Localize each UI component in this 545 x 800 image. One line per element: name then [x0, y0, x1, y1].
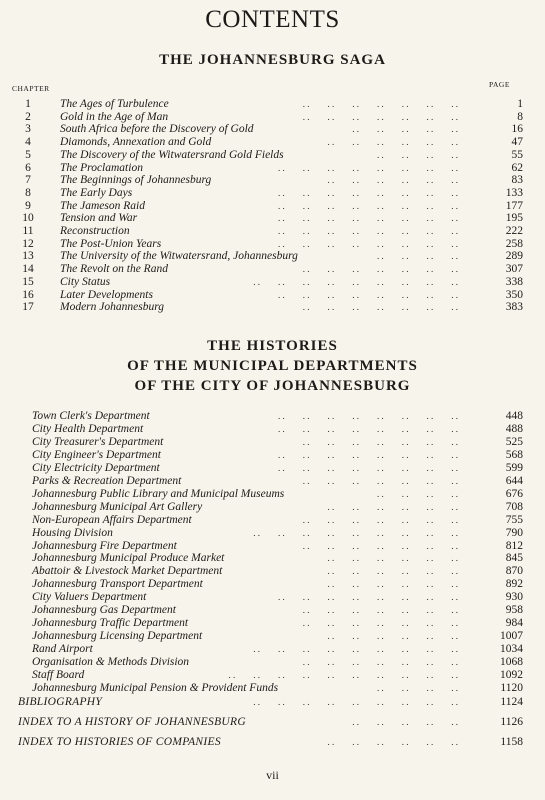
- part-title-saga: THE JOHANNESBURG SAGA: [159, 52, 386, 68]
- chapter-row: [0, 225, 545, 238]
- dot-leader: . . . . . . . . . . . . . . . .: [278, 200, 458, 211]
- department-row: [0, 656, 545, 669]
- department-row: [0, 617, 545, 630]
- department-row: [0, 682, 545, 695]
- dot-leader: . . . . . . . . . . . . . . . . . .: [253, 527, 458, 538]
- chapter-number: 9: [25, 199, 31, 212]
- chapter-row: [0, 289, 545, 302]
- dot-leader: . . . . . . . . . . . . . .: [302, 111, 458, 122]
- dot-leader: . . . . . . . . . . . . . .: [302, 540, 458, 551]
- chapter-row: [0, 149, 545, 162]
- page-ref: 676: [505, 487, 523, 500]
- dot-leader: . . . . . . . . . . . . . .: [302, 436, 458, 447]
- chapter-row: [0, 98, 545, 111]
- department-title: City Treasurer's Department: [32, 435, 164, 448]
- page-ref: 892: [505, 578, 523, 591]
- back-matter-row: [0, 716, 545, 729]
- dot-leader: . . . . . . . . . . . . . . . .: [278, 592, 458, 603]
- dot-leader: . . . . . . . . . . . .: [327, 553, 458, 564]
- chapter-number: 17: [22, 301, 34, 314]
- page-title: CONTENTS: [205, 6, 340, 33]
- department-title: Organisation & Methods Division: [32, 656, 190, 669]
- department-title: Johannesburg Fire Department: [32, 539, 177, 552]
- dot-leader: . . . . . . . .: [377, 251, 458, 262]
- chapter-row: [0, 238, 545, 251]
- dot-leader: . . . . . . . . . . . . . . . .: [278, 226, 458, 236]
- chapter-number: 8: [25, 186, 31, 199]
- department-title: Staff Board: [32, 669, 85, 681]
- chapter-title: The University of the Witwatersrand, Johannesburg: [60, 250, 298, 263]
- back-matter-row: [0, 696, 545, 709]
- page-ref: 1: [517, 98, 523, 110]
- department-title: Abattoir & Livestock Market Department: [32, 565, 223, 578]
- department-title: Johannesburg Traffic Department: [32, 617, 189, 630]
- chapter-row: [0, 212, 545, 225]
- page-ref: 350: [505, 288, 523, 301]
- chapter-row: [0, 301, 545, 314]
- chapter-title: Modern Johannesburg: [60, 301, 165, 314]
- dot-leader: . . . . . . . . . . . . . . . .: [278, 423, 458, 434]
- page-ref: 525: [505, 435, 523, 448]
- page-ref: 222: [505, 225, 523, 237]
- chapter-title: The Proclamation: [60, 161, 143, 174]
- page-ref: 984: [505, 617, 523, 630]
- dot-leader: . . . . . . . . . . . . . .: [302, 302, 458, 313]
- department-title: Johannesburg Municipal Art Gallery: [32, 500, 203, 513]
- chapter-row: [0, 111, 545, 124]
- page-ref: 755: [505, 513, 523, 526]
- page-ref: 845: [505, 552, 523, 565]
- page-ref: 812: [505, 539, 523, 552]
- back-matter-row: [0, 736, 545, 749]
- page-ref: 599: [505, 461, 523, 474]
- chapter-title: The Ages of Turbulence: [60, 98, 169, 110]
- chapter-row: [0, 276, 545, 289]
- page-ref: 83: [511, 174, 523, 187]
- department-title: City Health Department: [32, 422, 144, 435]
- page-ref: 289: [505, 250, 523, 263]
- page-ref: 177: [505, 199, 523, 212]
- chapter-title: Reconstruction: [60, 225, 130, 237]
- part-title-line-3: OF THE CITY OF JOHANNESBURG: [134, 378, 411, 394]
- page-ref: 448: [505, 410, 523, 422]
- chapter-title: The Revolt on the Rand: [60, 263, 168, 276]
- dot-leader: . . . . . . . .: [377, 488, 458, 499]
- dot-leader: . . . . . . . . . . . .: [327, 175, 458, 186]
- chapter-row: [0, 263, 545, 276]
- chapter-title: City Status: [60, 275, 111, 288]
- dot-leader: . . . . . . . . . .: [352, 717, 458, 727]
- dot-leader: . . . . . . . . . .: [352, 124, 458, 135]
- page-ref: 870: [505, 565, 523, 578]
- department-title: City Valuers Department: [32, 591, 147, 604]
- chapter-column-header: CHAPTER: [12, 84, 50, 93]
- department-title: City Engineer's Department: [32, 448, 161, 461]
- chapter-title: The Early Days: [60, 186, 133, 199]
- back-matter-title: INDEX TO HISTORIES OF COMPANIES: [18, 736, 221, 748]
- page-ref: 195: [505, 212, 523, 225]
- page-ref: 1158: [500, 736, 523, 748]
- department-title: Housing Division: [32, 526, 113, 539]
- department-row: [0, 449, 545, 462]
- dot-leader: . . . . . . . .: [377, 682, 458, 693]
- dot-leader: . . . . . . . . . . . . . . . .: [278, 411, 458, 421]
- dot-leader: . . . . . . . . . . . .: [327, 631, 458, 642]
- chapter-title: Tension and War: [60, 212, 138, 225]
- chapter-number: 1: [25, 98, 31, 110]
- chapter-number: 6: [25, 161, 31, 174]
- dot-leader: . . . . . . . . . . . . . . . . . . . .: [228, 670, 458, 680]
- page-ref: 133: [505, 186, 523, 199]
- page-ref: 8: [517, 110, 523, 123]
- dot-leader: . . . . . . . . . . . . . .: [302, 264, 458, 275]
- part-title-line-1: THE HISTORIES: [207, 338, 338, 354]
- dot-leader: . . . . . . . . . . . . . .: [302, 618, 458, 629]
- dot-leader: . . . . . . . . . . . . . . . . . .: [253, 276, 458, 287]
- page-ref: 488: [505, 422, 523, 435]
- dot-leader: . . . . . . . . . . . . . . . .: [278, 162, 458, 173]
- dot-leader: . . . . . . . . . . . . . . . . . .: [253, 697, 458, 707]
- back-matter-title: INDEX TO A HISTORY OF JOHANNESBURG: [18, 716, 246, 728]
- chapter-row: [0, 136, 545, 149]
- department-row: [0, 527, 545, 540]
- page-ref: 383: [505, 301, 523, 314]
- dot-leader: . . . . . . . .: [377, 149, 458, 160]
- dot-leader: . . . . . . . . . . . . . . . .: [278, 449, 458, 460]
- department-title: Johannesburg Municipal Pension & Provident Funds: [32, 681, 279, 694]
- chapter-row: [0, 123, 545, 136]
- page-number: vii: [266, 768, 279, 782]
- department-row: [0, 552, 545, 565]
- page-ref: 790: [505, 526, 523, 539]
- part-title-line-2: OF THE MUNICIPAL DEPARTMENTS: [127, 358, 418, 374]
- chapter-number: 14: [22, 263, 34, 276]
- department-row: [0, 462, 545, 475]
- chapter-number: 12: [22, 237, 34, 250]
- department-row: [0, 643, 545, 656]
- chapter-number: 16: [22, 288, 34, 301]
- chapter-row: [0, 187, 545, 200]
- dot-leader: . . . . . . . . . . . . . .: [302, 605, 458, 616]
- department-title: Non-European Affairs Department: [32, 513, 192, 526]
- department-row: [0, 514, 545, 527]
- department-row: [0, 501, 545, 514]
- department-row: [0, 669, 545, 682]
- dot-leader: . . . . . . . . . . . . . . . .: [278, 289, 458, 300]
- page-ref: 930: [505, 591, 523, 604]
- page-ref: 708: [505, 500, 523, 513]
- dot-leader: . . . . . . . . . . . . . . . .: [278, 187, 458, 198]
- page-ref: 644: [505, 474, 523, 487]
- department-row: [0, 423, 545, 436]
- page-ref: 1068: [500, 656, 523, 669]
- page-ref: 258: [505, 237, 523, 250]
- chapter-title: The Jameson Raid: [60, 199, 145, 212]
- chapter-number: 5: [25, 148, 31, 161]
- page-ref: 1126: [500, 716, 523, 728]
- page-ref: 1007: [500, 630, 523, 643]
- department-title: Parks & Recreation Department: [32, 474, 182, 487]
- department-row: [0, 604, 545, 617]
- chapter-row: [0, 162, 545, 175]
- department-row: [0, 630, 545, 643]
- dot-leader: . . . . . . . . . . . . . .: [302, 475, 458, 486]
- department-title: Rand Airport: [32, 643, 93, 656]
- department-row: [0, 475, 545, 488]
- department-row: [0, 578, 545, 591]
- chapter-title: South Africa before the Discovery of Gold: [60, 123, 254, 136]
- chapter-title: The Discovery of the Witwatersrand Gold Fields: [60, 148, 284, 161]
- dot-leader: . . . . . . . . . . . . . . . .: [278, 238, 458, 249]
- chapter-title: The Beginnings of Johannesburg: [60, 174, 212, 187]
- page-ref: 47: [511, 136, 523, 149]
- department-row: [0, 540, 545, 553]
- dot-leader: . . . . . . . . . . . .: [327, 501, 458, 512]
- department-row: [0, 591, 545, 604]
- chapter-number: 7: [25, 174, 31, 187]
- chapter-title: Later Developments: [60, 288, 153, 301]
- chapter-number: 15: [22, 275, 34, 288]
- dot-leader: . . . . . . . . . . . .: [327, 579, 458, 590]
- page-ref: 307: [505, 263, 523, 276]
- department-title: Johannesburg Licensing Department: [32, 630, 203, 643]
- page-ref: 1120: [500, 681, 523, 694]
- chapter-number: 3: [25, 123, 31, 136]
- department-title: City Electricity Department: [32, 461, 160, 474]
- dot-leader: . . . . . . . . . . . . . . . .: [278, 213, 458, 224]
- back-matter-title: BIBLIOGRAPHY: [18, 696, 103, 708]
- page-ref: 1124: [500, 696, 523, 708]
- department-title: Johannesburg Municipal Produce Market: [32, 552, 225, 565]
- chapter-number: 10: [22, 212, 34, 225]
- dot-leader: . . . . . . . . . . . . . . . .: [278, 462, 458, 473]
- page-ref: 568: [505, 448, 523, 461]
- department-row: [0, 565, 545, 578]
- page-ref: 338: [505, 275, 523, 288]
- dot-leader: . . . . . . . . . . . . . .: [302, 657, 458, 668]
- dot-leader: . . . . . . . . . . . . . .: [302, 514, 458, 525]
- page-column-header: PAGE: [489, 80, 510, 89]
- dot-leader: . . . . . . . . . . . .: [327, 137, 458, 148]
- page-ref: 55: [511, 148, 523, 161]
- chapter-number: 13: [22, 250, 34, 263]
- dot-leader: . . . . . . . . . . . . . .: [302, 99, 458, 109]
- department-title: Town Clerk's Department: [32, 410, 150, 422]
- chapter-row: [0, 250, 545, 263]
- dot-leader: . . . . . . . . . . . .: [327, 566, 458, 577]
- dot-leader: . . . . . . . . . . . .: [327, 737, 458, 747]
- department-title: Johannesburg Public Library and Municipal Museums: [32, 487, 285, 500]
- department-row: [0, 436, 545, 449]
- chapter-title: The Post-Union Years: [60, 237, 162, 250]
- page-ref: 958: [505, 604, 523, 617]
- department-row: [0, 488, 545, 501]
- page-ref: 62: [511, 161, 523, 174]
- chapter-number: 11: [22, 225, 34, 237]
- chapter-title: Gold in the Age of Man: [60, 110, 169, 123]
- department-title: Johannesburg Transport Department: [32, 578, 203, 591]
- department-title: Johannesburg Gas Department: [32, 604, 176, 617]
- page-ref: 1092: [500, 669, 523, 681]
- department-row: [0, 410, 545, 423]
- chapter-number: 2: [25, 110, 31, 123]
- dot-leader: . . . . . . . . . . . . . . . . . .: [253, 644, 458, 655]
- chapter-row: [0, 174, 545, 187]
- chapter-title: Diamonds, Annexation and Gold: [60, 136, 212, 149]
- page-ref: 1034: [500, 643, 523, 656]
- chapter-number: 4: [25, 136, 31, 149]
- page-ref: 16: [511, 123, 523, 136]
- chapter-row: [0, 200, 545, 213]
